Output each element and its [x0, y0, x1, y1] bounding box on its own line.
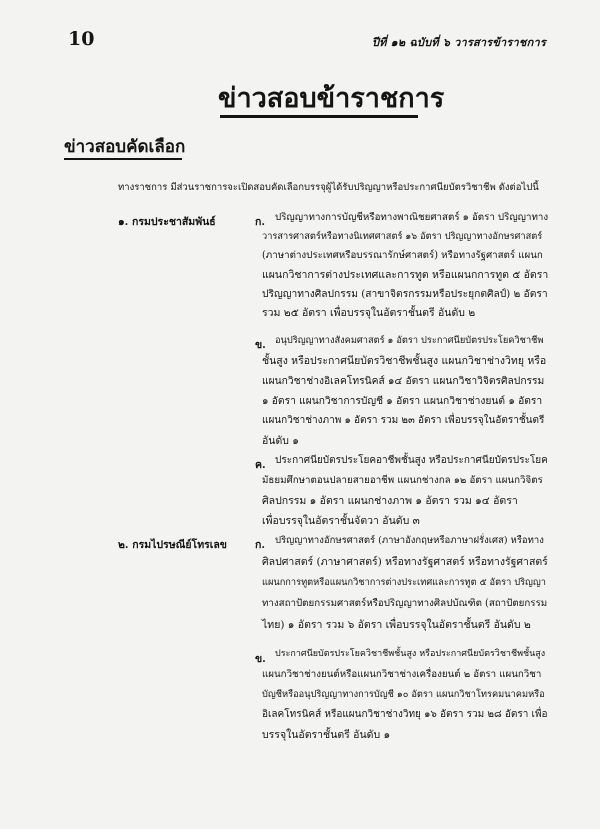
page-number: 10	[68, 28, 95, 50]
item-line: บัญชีหรืออนุปริญญาทางการบัญชี ๑๐ อัตรา แผนกวิชาโทรคมนาคมหรือ	[262, 689, 545, 700]
department-label: ๒. กรมไปรษณีย์โทรเลข	[118, 539, 227, 551]
item-marker: ข.	[255, 339, 266, 351]
item-line: ทางสถาปัตยกรรมศาสตร์หรือปริญญาทางศิลปบัณฑิต (สถาปัตยกรรม	[262, 598, 548, 609]
item-line: อนุปริญญาทางสังคมศาสตร์ ๑ อัตรา ประกาศนียบัตรประโยควิชาชีพ	[275, 335, 544, 346]
item-line: แผนกวิชาการต่างประเทศและการทูต หรือแผนกการทูต ๕ อัตรา	[262, 269, 549, 281]
item-marker: ค.	[255, 459, 266, 471]
item-line: แผนกการทูตหรือแผนกวิชาการต่างประเทศและการทูต ๕ อัตรา ปริญญา	[262, 577, 546, 588]
item-line: ๑ อัตรา แผนกวิชาการบัญชี ๑ อัตรา แผนกวิชาช่างยนต์ ๑ อัตรา	[262, 395, 543, 407]
item-line: แผนกวิชาช่างอิเลคโทรนิคส์ ๑๔ อัตรา แผนกวิชาวิจิตรศิลปกรรม	[262, 375, 545, 387]
item-line: อิเลคโทรนิคส์ หรือแผนกวิชาช่างวิทยุ ๑๖ อัตรา รวม ๒๘ อัตรา เพื่อ	[262, 709, 548, 720]
item-line: ศิลปศาสตร์ (ภาษาศาสตร์) หรือทางรัฐศาสตร์ หรือทางรัฐศาสตร์	[262, 556, 548, 568]
item-line: เพื่อบรรจุในอัตราชั้นจัตวา อันดับ ๓	[262, 515, 420, 527]
item-line: ประกาศนียบัตรประโยควิชาชีพชั้นสูง หรือประกาศนียบัตรวิชาชีพชั้นสูง	[275, 649, 546, 659]
item-marker: ก.	[255, 539, 266, 551]
page-title: ข่าวสอบข้าราชการ	[218, 83, 445, 114]
item-marker: ก.	[255, 216, 266, 228]
item-line: ศิลปกรรม ๑ อัตรา แผนกช่างภาพ ๑ อัตรา รวม ๑๔ อัตรา	[262, 495, 518, 507]
section-underline	[64, 158, 182, 160]
title-underline	[220, 115, 418, 118]
item-line: บรรจุในอัตราชั้นตรี อันดับ ๑	[262, 729, 391, 741]
item-line: รวม ๒๕ อัตรา เพื่อบรรจุในอัตราชั้นตรี อันดับ ๒	[262, 307, 476, 319]
item-line: แผนกวิชาช่างภาพ ๑ อัตรา รวม ๒๓ อัตรา เพื่อบรรจุในอัตราชั้นตรี	[262, 415, 545, 426]
intro-paragraph: ทางราชการ มีส่วนราชการจะเปิดสอบคัดเลือกบรรจุผู้ได้รับปริญญาหรือประกาศนียบัตรวิชาชีพ ดังต่อไปนี้	[118, 182, 539, 193]
item-marker: ข.	[255, 653, 266, 665]
item-line: (ภาษาต่างประเทศหรือบรรณารักษ์ศาสตร์) หรือทางรัฐศาสตร์ แผนก	[262, 250, 543, 261]
department-label: ๑. กรมประชาสัมพันธ์	[118, 216, 216, 228]
item-line: ชั้นสูง หรือประกาศนียบัตรวิชาชีพชั้นสูง แผนกวิชาช่างวิทยุ หรือ	[262, 355, 547, 367]
section-heading: ข่าวสอบคัดเลือก	[64, 137, 186, 157]
item-line: ปริญญาทางอักษรศาสตร์ (ภาษาอังกฤษหรือภาษาฝรั่งเศส) หรือทาง	[275, 535, 544, 546]
item-line: ประกาศนียบัตรประโยคอาชีพชั้นสูง หรือประกาศนียบัตรประโยค	[275, 455, 548, 466]
item-line: อันดับ ๑	[262, 435, 299, 447]
item-line: วารสารศาสตร์หรือทางนิเทศศาสตร์ ๑๖ อัตรา ปริญญาทางอักษรศาสตร์	[262, 231, 543, 242]
item-line: แผนกวิชาช่างยนต์หรือแผนกวิชาช่างเครื่องยนต์ ๒ อัตรา แผนกวิชา	[262, 669, 542, 680]
item-line: มัธยมศึกษาตอนปลายสายอาชีพ แผนกช่างกล ๑๒ อัตรา แผนกวิจิตร	[262, 475, 543, 486]
item-line: ปริญญาทางการบัญชีหรือทางพาณิชยศาสตร์ ๑ อัตรา ปริญญาทาง	[275, 212, 549, 223]
publication-header: ปีที่ ๑๒ ฉบับที่ ๖ วารสารข้าราชการ	[372, 36, 546, 49]
item-line: ไทย) ๑ อัตรา รวม ๖ อัตรา เพื่อบรรจุในอัตราชั้นตรี อันดับ ๒	[262, 619, 531, 631]
item-line: ปริญญาทางศิลปกรรม (สาขาจิตรกรรมหรือประยุกตศิลป์) ๒ อัตรา	[262, 288, 548, 300]
